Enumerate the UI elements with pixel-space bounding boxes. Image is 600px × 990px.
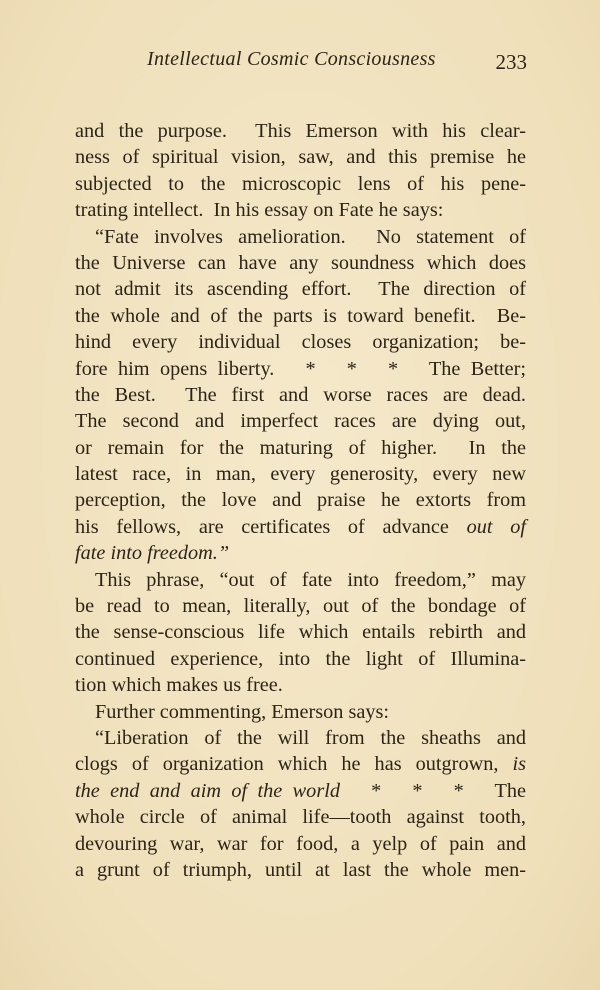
- text-segment: * * * The: [340, 779, 526, 802]
- text-segment: This phrase, “out of fate into freedom,” may: [95, 568, 526, 591]
- text-segment: his fellows, are certificates of advance: [75, 515, 467, 538]
- text-line: [75, 778, 526, 804]
- text-segment: not admit its ascending effort. The direction of: [75, 278, 526, 301]
- italic-text: out of: [466, 515, 526, 538]
- text-segment: “Liberation of the will from the sheaths and: [95, 726, 526, 749]
- text-line: [75, 487, 526, 513]
- running-title: Intellectual Cosmic Consciousness: [147, 48, 436, 70]
- text-segment: tion which makes us free.: [75, 674, 283, 697]
- text-line: [75, 144, 526, 170]
- text-segment: trating intellect. In his essay on Fate he says:: [75, 199, 444, 222]
- text-segment: hind every individual closes organization; be-: [75, 331, 526, 354]
- text-line: [75, 619, 526, 645]
- text-line: [75, 435, 526, 461]
- text-line: [75, 699, 526, 725]
- text-line: [75, 593, 526, 619]
- text-line: [75, 171, 526, 197]
- text-segment: Further commenting, Emerson says:: [95, 700, 390, 723]
- text-segment: be read to mean, literally, out of the bondage of: [75, 595, 526, 618]
- text-segment: fore him opens liberty. * * * The Better;: [75, 357, 526, 380]
- text-line: [75, 831, 526, 857]
- text-segment: and the purpose. This Emerson with his clear-: [75, 120, 526, 142]
- text-segment: or remain for the maturing of higher. In the: [75, 436, 526, 459]
- text-segment: the Best. The first and worse races are dead.: [75, 383, 526, 406]
- text-segment: The second and imperfect races are dying out,: [75, 410, 526, 433]
- text-line: [75, 567, 526, 593]
- text-segment: the Universe can have any soundness which does: [75, 251, 526, 274]
- text-line: [75, 646, 526, 672]
- text-line: [75, 118, 526, 144]
- text-segment: “Fate involves amelioration. No statement of: [95, 225, 526, 248]
- page-number: 233: [495, 50, 527, 74]
- text-line: [75, 329, 526, 355]
- text-line: [75, 356, 526, 382]
- text-line: [75, 672, 526, 698]
- italic-text: is: [512, 753, 526, 776]
- running-header: [75, 48, 527, 78]
- text-line: [75, 197, 526, 223]
- body-text: [75, 118, 526, 883]
- text-line: [75, 461, 526, 487]
- text-segment: clogs of organization which he has outgrown,: [75, 753, 513, 776]
- text-segment: perception, the love and praise he extorts from: [75, 489, 526, 512]
- text-line: [75, 303, 526, 329]
- italic-text: fate into freedom.”: [75, 542, 230, 565]
- text-segment: subjected to the microscopic lens of his pene-: [75, 172, 526, 195]
- text-line: [75, 250, 526, 276]
- text-segment: whole circle of animal life—tooth against tooth,: [75, 806, 526, 829]
- text-segment: a grunt of triumph, until at last the whole men-: [75, 858, 526, 881]
- italic-text: the end and aim of the world: [75, 779, 340, 802]
- text-segment: latest race, in man, every generosity, every new: [75, 463, 526, 486]
- text-line: [75, 514, 526, 540]
- text-segment: continued experience, into the light of Illumina-: [75, 647, 526, 670]
- text-line: [75, 540, 526, 566]
- text-line: [75, 382, 526, 408]
- text-line: [75, 751, 526, 777]
- text-segment: devouring war, war for food, a yelp of pain and: [75, 832, 526, 855]
- text-segment: the whole and of the parts is toward benefit. Be-: [75, 304, 526, 327]
- text-line: [75, 224, 526, 250]
- text-line: [75, 276, 526, 302]
- text-line: [75, 725, 526, 751]
- text-segment: ness of spiritual vision, saw, and this premise he: [75, 146, 526, 169]
- text-line: [75, 857, 526, 883]
- text-line: [75, 408, 526, 434]
- text-line: [75, 804, 526, 830]
- text-segment: the sense-conscious life which entails rebirth and: [75, 621, 526, 644]
